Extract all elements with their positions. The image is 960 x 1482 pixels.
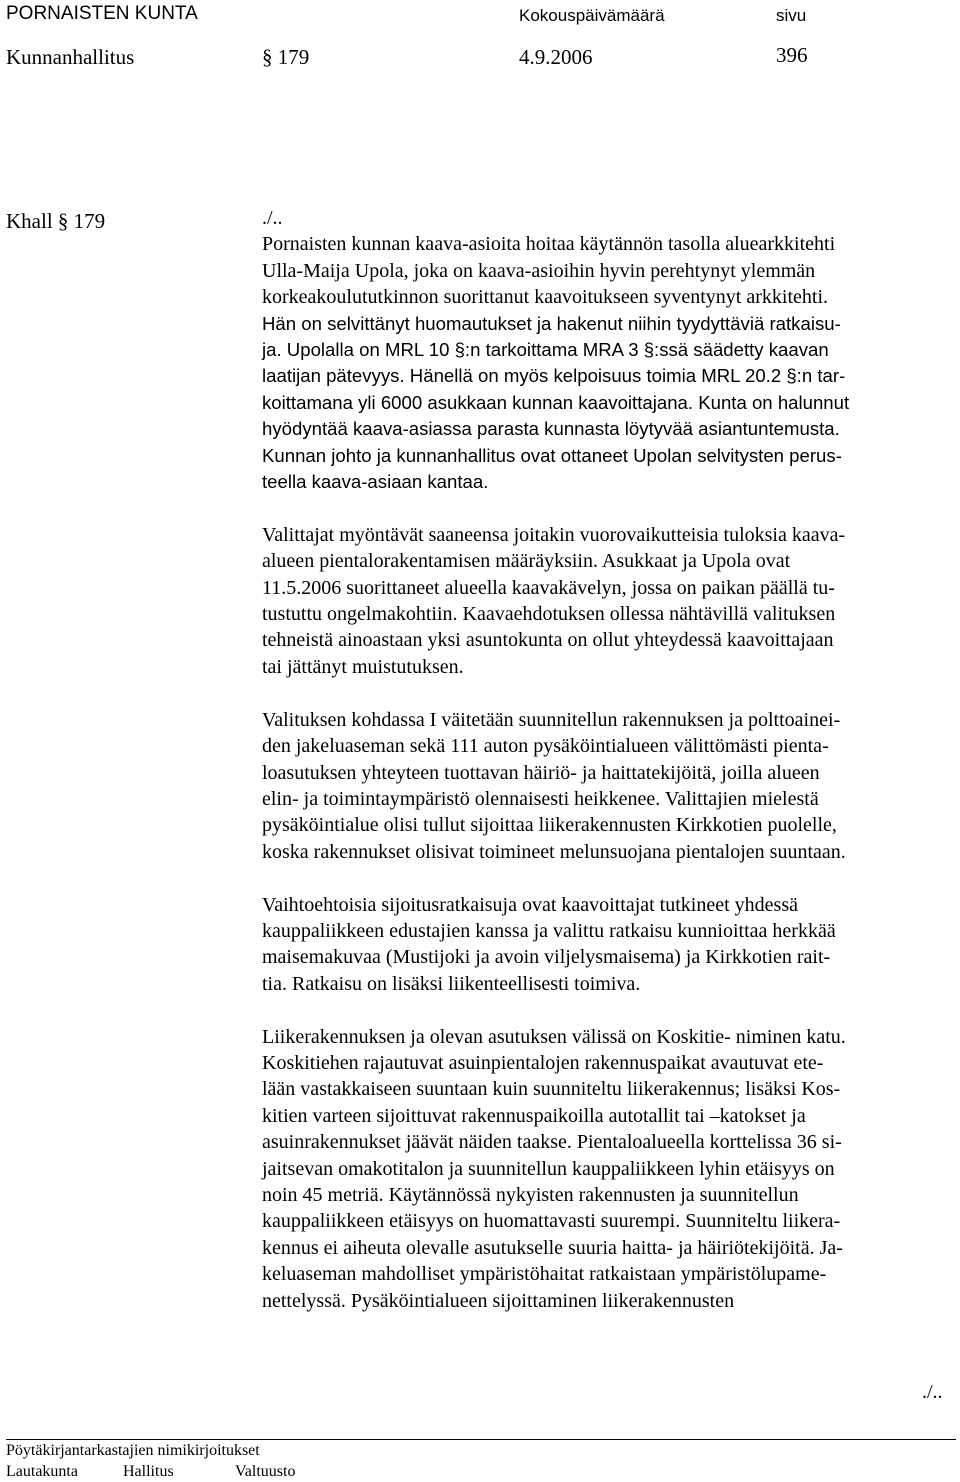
body-paragraph-6: Liikerakennuksen ja olevan asutuksen välissä on Koskitie- niminen katu. Koskitiehen rajautuvat asuinpientalojen rakennuspaikat avautuvat ete- lään vastakkaiseen suuntaan kuin suunniteltu liikerakennus; lisäksi Kos- kitien varteen sijoittuvat rakennuspaikoilla autotallit tai –katokset ja asuinrakennukset jäävät näiden taakse. Pientaloalueella korttelissa 36 si- jaitsevan omakotitalon ja suunnitellun kauppaliikkeen lyhin etäisyys on noin 45 metriä. Käytännössä nykyisten rakennusten ja suunnitellun kauppaliikkeen etäisyys on huomattavasti suurempi. Suunniteltu liikera- kennus ei aiheuta olevalle asutukselle suuria haitta- ja häiriötekijöitä. Ja- keluaseman mahdolliset ympäristöhaitat ratkaistaan ympäristölupame- nettelyssä. Pysäköintialueen sijoittaminen liikerakennusten bbox=[262, 1025, 846, 1312]
body-paragraph-5: Vaihtoehtoisia sijoitusratkaisuja ovat kaavoittajat tutkineet yhdessä kauppaliikkeen edustajien kanssa ja valittu ratkaisu kunnioittaa herkkää maisemakuvaa (Mustijoki ja avoin viljelysmaisema) ja Kirkkotien rait- tia. Ratkaisu on lisäksi liikenteellisesti toimiva. bbox=[262, 893, 836, 995]
footer-rule bbox=[6, 1439, 956, 1440]
date-label: Kokouspäivämäärä bbox=[519, 6, 665, 25]
page-label: sivu bbox=[776, 6, 807, 25]
body-paragraph-3: Valittajat myöntävät saaneensa joitakin vuorovaikutteisia tuloksia kaava- alueen pientalorakentamisen määräyksiin. Asukkaat ja Upola ovat 11.5.2006 suorittaneet alueella kaavakävelyn, jossa on paikan päällä tu- tustuttu ongelmakohtiin. Kaavaehdotuksen ollessa nähtävillä valituksen tehneistä ainoastaan yksi asuntokunta on ollut yhteydessä kaavoittajaan tai jättänyt muistutuksen. bbox=[262, 523, 846, 678]
section-number: § 179 bbox=[262, 45, 310, 69]
case-body bbox=[262, 205, 956, 1314]
footer-board: Hallitus bbox=[123, 1463, 174, 1480]
continuation-mark: ./.. bbox=[262, 207, 283, 229]
continues-mark: ./.. bbox=[922, 1381, 943, 1403]
body-paragraph-1: Pornaisten kunnan kaava-asioita hoitaa käytännön tasolla aluearkkitehti Ulla-Maija Upola, joka on kaava-asioihin hyvin perehtynyt ylemmän korkeakoulututkinnon suorittanut kaavoitukseen syventynyt arkkitehti. bbox=[262, 233, 836, 309]
body-paragraph-4: Valituksen kohdassa I väitetään suunnitellun rakennuksen ja polttoainei- den jakeluaseman sekä 111 auton pysäköintialueen välittömästi pienta- loasutuksen yhteyteen tuottavan häiriö- ja haittatekijöitä, joilla alueen elin- ja toimintaympäristö olennaisesti heikkenee. Valittajien mielestä pysäköintialue olisi tullut sijoittaa liikerakennusten Kirkkotien puolelle, koska rakennukset olisivat toimineet melunsuojana pientalojen suuntaan. bbox=[262, 708, 846, 863]
body-paragraph-2: Hän on selvittänyt huomautukset ja hakenut niihin tyydyttäviä ratkaisu- ja. Upolalla on MRL 10 §:n tarkoittama MRA 3 §:ssä säädetty kaavan laatijan pätevyys. Hänellä on myös kelpoisuus toimia MRL 20.2 §:n tar- koittamana yli 6000 asukkaan kunnan kaavoittajana. Kunta on halunnut hyödyntää kaava-asiassa parasta kunnasta löytyvää asiantuntemusta. Kunnan johto ja kunnanhallitus ovat ottaneet Upolan selvitysten perus- teella kaava-asiaan kantaa. bbox=[262, 312, 850, 493]
footer-council: Valtuusto bbox=[235, 1463, 296, 1480]
organization-name: PORNAISTEN KUNTA bbox=[6, 3, 198, 24]
page-number: 396 bbox=[776, 43, 808, 67]
body-name: Kunnanhallitus bbox=[6, 45, 135, 69]
case-reference: Khall § 179 bbox=[6, 209, 106, 233]
meeting-date: 4.9.2006 bbox=[519, 45, 593, 69]
footer-committee: Lautakunta bbox=[6, 1463, 78, 1480]
footer-title: Pöytäkirjantarkastajien nimikirjoitukset bbox=[6, 1442, 260, 1459]
